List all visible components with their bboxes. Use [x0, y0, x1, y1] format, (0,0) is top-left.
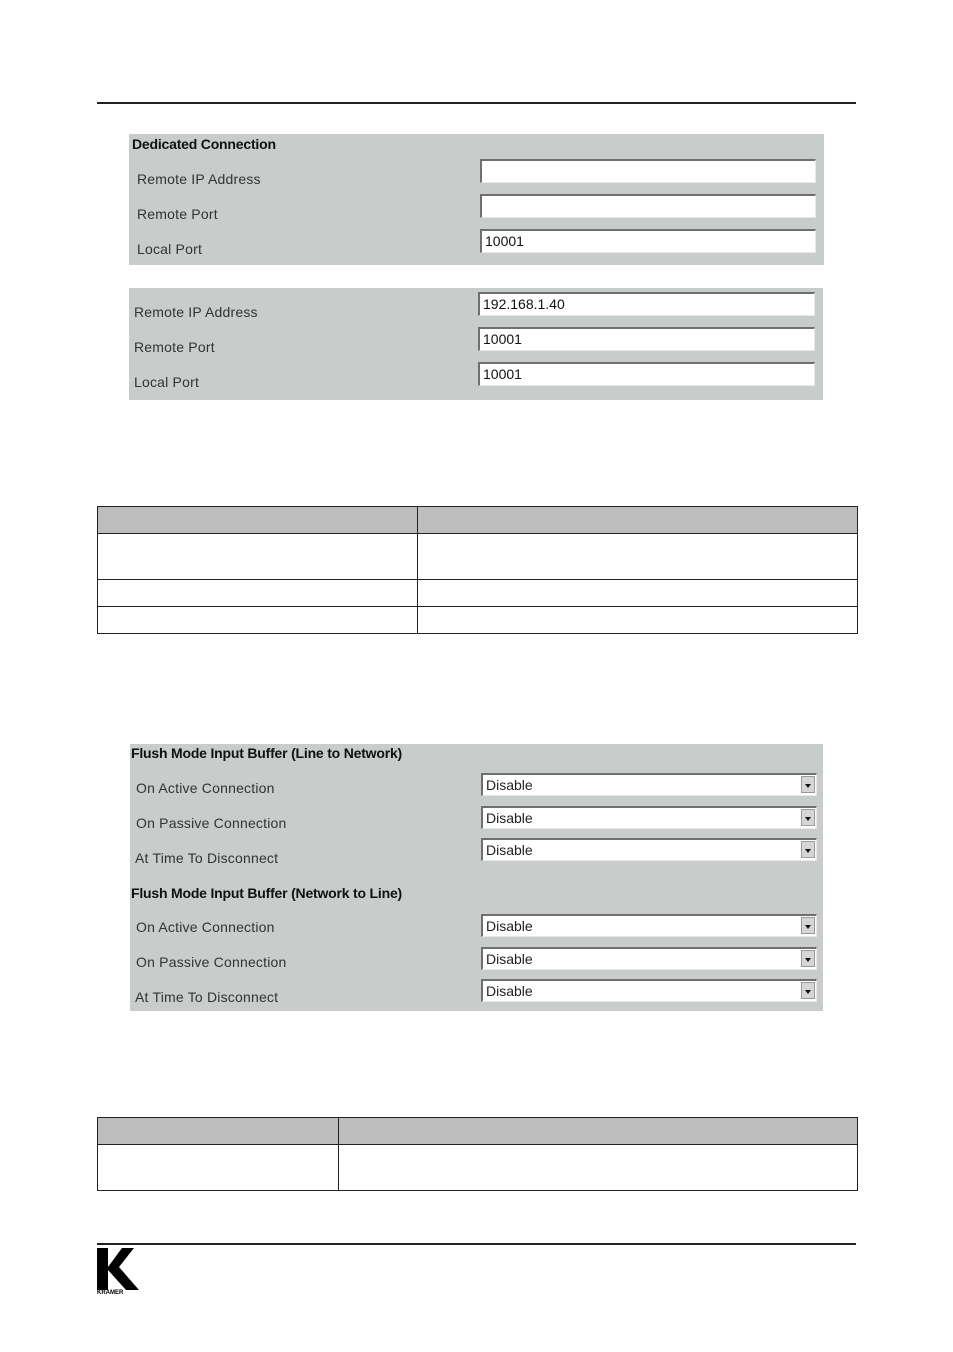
- table-cell: [98, 1145, 339, 1191]
- dropdown-arrow-icon[interactable]: [801, 917, 815, 934]
- parameters-table-1: [97, 506, 858, 634]
- table-header-cell: [98, 1118, 339, 1145]
- remote-port-label: Remote Port: [134, 339, 215, 355]
- network-at-time-to-disconnect-select[interactable]: [481, 979, 817, 1002]
- on-active-connection-label: On Active Connection: [136, 919, 275, 935]
- local-port-input[interactable]: 10001: [480, 229, 816, 253]
- table-cell: [98, 607, 418, 634]
- table-row: [98, 534, 858, 580]
- remote-ip-input[interactable]: [480, 159, 816, 183]
- on-passive-connection-label: On Passive Connection: [136, 954, 287, 970]
- table-cell: [98, 580, 418, 607]
- select-value: Disable: [486, 842, 533, 858]
- table-row: [98, 607, 858, 634]
- table-cell: [339, 1145, 858, 1191]
- table-cell: [98, 534, 418, 580]
- select-value: Disable: [486, 918, 533, 934]
- dropdown-arrow-icon[interactable]: [801, 841, 815, 858]
- table-cell: [418, 580, 858, 607]
- table-header-cell: [98, 507, 418, 534]
- header-rule: [97, 102, 856, 104]
- table-header-row: [98, 1118, 858, 1145]
- select-value: Disable: [486, 951, 533, 967]
- local-port-label: Local Port: [137, 241, 203, 257]
- dedicated-connection-panel: [129, 134, 824, 265]
- remote-ip-label: Remote IP Address: [134, 304, 258, 320]
- table-row: [98, 1145, 858, 1191]
- remote-port-label: Remote Port: [137, 206, 218, 222]
- on-active-connection-label: On Active Connection: [136, 780, 275, 796]
- select-value: Disable: [486, 777, 533, 793]
- line-on-passive-connection-select[interactable]: [481, 806, 817, 829]
- parameters-table-2: [97, 1117, 858, 1191]
- flush-line-to-network-heading: Flush Mode Input Buffer (Line to Network): [131, 745, 403, 761]
- logo-text: KRAMER: [97, 1290, 124, 1294]
- table-cell: [418, 607, 858, 634]
- table-row: [98, 580, 858, 607]
- line-on-active-connection-select[interactable]: [481, 773, 817, 796]
- flush-network-to-line-heading: Flush Mode Input Buffer (Network to Line): [131, 885, 403, 901]
- at-time-to-disconnect-label: At Time To Disconnect: [135, 989, 279, 1005]
- connection-example-panel: [129, 288, 823, 400]
- local-port-input[interactable]: 10001: [478, 362, 815, 386]
- table-header-cell: [339, 1118, 858, 1145]
- local-port-label: Local Port: [134, 374, 200, 390]
- remote-port-input[interactable]: 10001: [478, 327, 815, 351]
- dropdown-arrow-icon[interactable]: [801, 950, 815, 967]
- flush-mode-panel: [130, 744, 823, 1011]
- select-value: Disable: [486, 983, 533, 999]
- dropdown-arrow-icon[interactable]: [801, 982, 815, 999]
- select-value: Disable: [486, 810, 533, 826]
- table-header-row: [98, 507, 858, 534]
- table-header-cell: [418, 507, 858, 534]
- dropdown-arrow-icon[interactable]: [801, 809, 815, 826]
- line-at-time-to-disconnect-select[interactable]: [481, 838, 817, 861]
- kramer-logo-icon: [97, 1248, 139, 1294]
- remote-port-input[interactable]: [480, 194, 816, 218]
- at-time-to-disconnect-label: At Time To Disconnect: [135, 850, 279, 866]
- table-cell: [418, 534, 858, 580]
- remote-ip-input[interactable]: 192.168.1.40: [478, 292, 815, 316]
- dedicated-connection-heading: Dedicated Connection: [132, 136, 276, 152]
- footer-rule: [97, 1243, 856, 1245]
- remote-ip-label: Remote IP Address: [137, 171, 261, 187]
- network-on-passive-connection-select[interactable]: [481, 947, 817, 970]
- on-passive-connection-label: On Passive Connection: [136, 815, 287, 831]
- network-on-active-connection-select[interactable]: [481, 914, 817, 937]
- dropdown-arrow-icon[interactable]: [801, 776, 815, 793]
